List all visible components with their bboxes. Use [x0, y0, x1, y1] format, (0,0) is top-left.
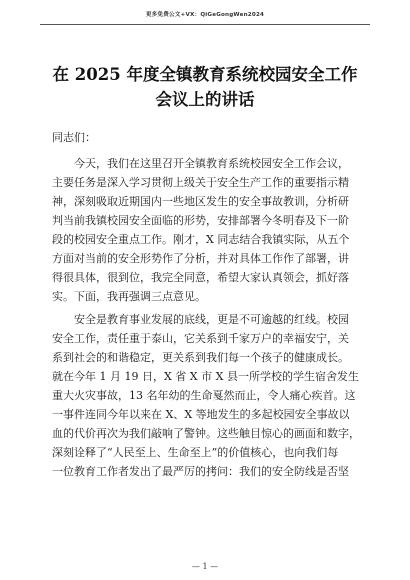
paragraph-line: 得很具体，很到位，我完全同意，希望大家认真领会，抓好落 [52, 271, 349, 284]
paragraph-2 [52, 310, 358, 481]
paragraph-line: 深刻诠释了“人民至上、生命至上”的价值核心，也向我们每 [52, 446, 339, 459]
paragraph-line: 一事件连同今年以来在 X、X 等地发生的多起校园安全事故以 [52, 408, 350, 421]
paragraph-line: 一位教育工作者发出了最严厉的拷问：我们的安全防线是否坚 [52, 465, 349, 478]
title-line-1: 在 2025 年度全镇教育系统校园安全工作 [52, 65, 358, 84]
top-banner: 更多免费公文+VX：QiGeGongWen2024 [145, 12, 265, 18]
paragraph-line: 判当前我镇校园安全面临的形势，安排部署今冬明春及下一阶 [52, 214, 349, 227]
paragraph-line: 安全是教育事业发展的底线，更是不可逾越的红线。校园 [52, 313, 349, 326]
paragraph-line: 段的校园安全重点工作。刚才，X 同志结合我镇实际，从五个 [52, 233, 350, 246]
paragraph-line: 血的代价再次为我们敲响了警钟。这些触目惊心的画面和数字， [52, 427, 360, 440]
paragraph-line: 神，深刻吸取近期国内一些地区发生的安全事故教训，分析研 [52, 195, 349, 208]
document-title [0, 62, 410, 112]
paragraph-line: 系到社会的和谐稳定，更关系到我们每一个孩子的健康成长。 [52, 351, 349, 364]
paragraph-line: 方面对当前的安全形势作了分析，并对具体工作作了部署，讲 [52, 252, 349, 265]
paragraph-1 [52, 154, 358, 306]
title-line-2: 会议上的讲话 [155, 90, 255, 109]
paragraph-line: 主要任务是深入学习贯彻上级关于安全生产工作的重要指示精 [52, 176, 349, 189]
page-number: — 1 — [191, 562, 219, 571]
header-rule [40, 24, 370, 25]
paragraph-line: 就在今年 1 月 19 日，X 省 X 市 X 县一所学校的学生宿舍发生 [52, 370, 359, 383]
paragraph-line: 今天，我们在这里召开全镇教育系统校园安全工作会议， [52, 157, 349, 170]
paragraph-line: 实。下面，我再强调三点意见。 [52, 290, 206, 303]
paragraph-line: 重大火灾事故，13 名年幼的生命戛然而止，令人痛心疾首。这 [52, 389, 356, 402]
document-body [52, 128, 358, 481]
paragraph-line: 安全工作，责任重于泰山，它关系到千家万户的幸福安宁，关 [52, 332, 349, 345]
salutation: 同志们： [52, 131, 96, 144]
